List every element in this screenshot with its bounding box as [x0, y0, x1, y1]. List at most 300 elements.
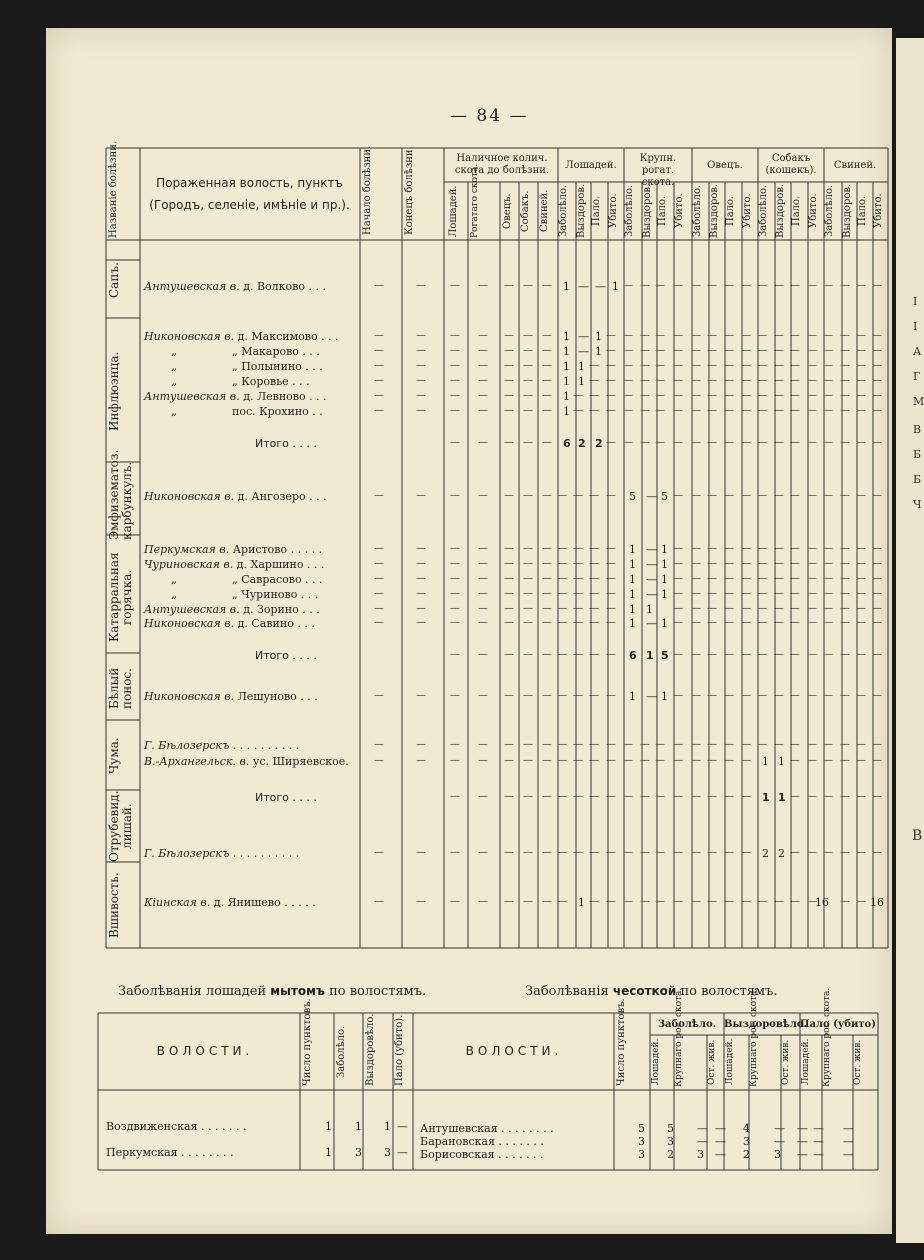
bl-recovered: 3: [384, 1146, 391, 1159]
value-dash: —: [623, 847, 633, 858]
value-dash: —: [589, 690, 599, 701]
value-cell: 6: [563, 437, 571, 450]
value-dash: —: [790, 791, 800, 802]
value-dash: —: [757, 573, 767, 584]
stock-dash: —: [504, 543, 514, 554]
value-dash: —: [557, 617, 567, 628]
value-dash: —: [673, 690, 683, 701]
bl-died: —: [397, 1146, 408, 1159]
value-dash: —: [790, 375, 800, 386]
value-cell: —: [578, 330, 589, 343]
stock-dash: —: [504, 791, 514, 802]
value-dash: —: [724, 896, 734, 907]
value-dash: —: [741, 791, 751, 802]
value-dash: —: [790, 345, 800, 356]
animal-subheader: Пало.: [857, 195, 868, 227]
value-dash: —: [774, 330, 784, 341]
br-value: 3: [667, 1135, 674, 1148]
br-volost-dots: . . . . . . . .: [497, 1122, 554, 1135]
value-dash: —: [655, 330, 665, 341]
value-dash: —: [872, 690, 882, 701]
date-dash: —: [416, 543, 426, 554]
date-dash: —: [374, 739, 384, 750]
location-suffix: в.: [226, 603, 240, 616]
location-suffix: в.: [226, 280, 240, 293]
stock-dash: —: [542, 649, 552, 660]
value-dash: —: [757, 437, 767, 448]
date-dash: —: [374, 375, 384, 386]
value-dash: —: [573, 490, 583, 501]
bl-volost-name: [106, 1146, 234, 1160]
value-dash: —: [774, 280, 784, 291]
value-dash: —: [655, 791, 665, 802]
stock-dash: —: [478, 330, 488, 341]
value-dash: —: [589, 558, 599, 569]
value-cell: 5: [661, 490, 668, 503]
stock-dash: —: [478, 280, 488, 291]
value-dash: —: [724, 739, 734, 750]
value-dash: —: [557, 543, 567, 554]
br-value: 3: [697, 1148, 704, 1161]
value-dash: —: [707, 405, 717, 416]
edge-glyph: Б: [913, 448, 922, 461]
stock-dash: —: [450, 690, 460, 701]
location-dots: . . .: [303, 558, 325, 571]
bottom-left-title-a: Заболѣванія лошадей: [118, 984, 267, 999]
value-dash: —: [774, 405, 784, 416]
stock-dash: —: [504, 649, 514, 660]
br-subheader: Лошадей.: [725, 1038, 735, 1086]
br-value: 3: [774, 1148, 781, 1161]
value-dash: —: [840, 573, 850, 584]
location-place: д. Левново: [239, 390, 306, 403]
value-dash: —: [741, 558, 751, 569]
value-dash: —: [557, 847, 567, 858]
value-cell: 1: [778, 755, 785, 768]
stock-dash: —: [450, 617, 460, 628]
value-dash: —: [640, 847, 650, 858]
value-dash: —: [741, 739, 751, 750]
value-dash: —: [606, 739, 616, 750]
value-dash: —: [823, 588, 833, 599]
stock-dash: —: [523, 603, 533, 614]
value-dash: —: [606, 330, 616, 341]
value-dash: —: [691, 490, 701, 501]
value-dash: —: [606, 573, 616, 584]
value-dash: —: [557, 690, 567, 701]
stock-dash: —: [478, 739, 488, 750]
value-dash: —: [673, 405, 683, 416]
value-dash: —: [724, 543, 734, 554]
location-volost: „: [171, 345, 177, 358]
stock-dash: —: [478, 543, 488, 554]
bottom-right-title-b: чесоткой: [612, 984, 677, 998]
value-dash: —: [807, 280, 817, 291]
stock-dash: —: [523, 573, 533, 584]
stock-dash: —: [504, 490, 514, 501]
value-dash: —: [640, 437, 650, 448]
value-dash: —: [655, 280, 665, 291]
value-dash: —: [573, 791, 583, 802]
value-dash: —: [856, 573, 866, 584]
value-dash: —: [606, 345, 616, 356]
bl-volost-name: [106, 1120, 246, 1134]
value-cell: 1: [778, 791, 786, 804]
bl-header-sick: [336, 1018, 362, 1086]
stock-dash: —: [523, 558, 533, 569]
stock-dash: —: [504, 558, 514, 569]
br-subheader: Ост. жив.: [707, 1039, 717, 1085]
stock-dash: —: [523, 330, 533, 341]
value-dash: —: [856, 390, 866, 401]
stock-dash: —: [450, 603, 460, 614]
stock-dash: —: [504, 588, 514, 599]
value-cell: 1: [661, 558, 668, 571]
value-dash: —: [823, 603, 833, 614]
value-dash: —: [872, 755, 882, 766]
stock-dash: —: [542, 330, 552, 341]
value-dash: —: [623, 755, 633, 766]
stock-dash: —: [523, 345, 533, 356]
stock-dash: —: [504, 690, 514, 701]
value-dash: —: [856, 755, 866, 766]
stock-dash: —: [450, 375, 460, 386]
header-stock-sheep-text: Овецъ.: [502, 193, 513, 229]
value-dash: —: [807, 437, 817, 448]
value-dash: —: [573, 405, 583, 416]
value-dash: —: [856, 405, 866, 416]
date-dash: —: [416, 375, 426, 386]
value-dash: —: [606, 791, 616, 802]
value-dash: —: [623, 330, 633, 341]
br-header-group-sick-text: Заболѣло.: [657, 1019, 717, 1030]
value-dash: —: [724, 390, 734, 401]
value-dash: —: [872, 280, 882, 291]
stock-dash: —: [542, 543, 552, 554]
stock-dash: —: [542, 588, 552, 599]
stock-dash: —: [523, 360, 533, 371]
date-dash: —: [374, 617, 384, 628]
date-dash: —: [374, 405, 384, 416]
value-dash: —: [790, 390, 800, 401]
value-dash: —: [823, 280, 833, 291]
value-cell: 1: [646, 603, 653, 616]
value-dash: —: [823, 649, 833, 660]
stock-dash: —: [542, 490, 552, 501]
value-dash: —: [655, 390, 665, 401]
location-dots: . . . . .: [280, 896, 316, 909]
value-dash: —: [724, 617, 734, 628]
value-dash: —: [856, 603, 866, 614]
stock-dash: —: [542, 755, 552, 766]
stock-dash: —: [542, 437, 552, 448]
location-volost: Никоновская: [144, 617, 221, 630]
location-volost: Кіинская: [144, 896, 197, 909]
value-dash: —: [724, 649, 734, 660]
value-cell: 1: [563, 375, 570, 388]
page-number: — 84 —: [450, 106, 529, 126]
stock-dash: —: [478, 390, 488, 401]
value-dash: —: [707, 649, 717, 660]
value-dash: —: [757, 739, 767, 750]
location-volost: Никоновская: [144, 330, 221, 343]
value-dash: —: [757, 543, 767, 554]
stock-dash: —: [450, 280, 460, 291]
value-cell: 1: [578, 360, 585, 373]
location-place: Лешуново: [234, 690, 297, 703]
value-cell: 1: [629, 690, 636, 703]
location-volost: „: [171, 375, 177, 388]
stock-dash: —: [478, 375, 488, 386]
date-dash: —: [416, 405, 426, 416]
itogo-dots: . . . .: [288, 649, 317, 662]
value-dash: —: [790, 847, 800, 858]
value-dash: —: [840, 603, 850, 614]
date-dash: —: [416, 847, 426, 858]
stock-dash: —: [478, 360, 488, 371]
value-dash: —: [840, 791, 850, 802]
value-cell: —: [646, 558, 657, 571]
value-dash: —: [840, 345, 850, 356]
br-value: —: [797, 1122, 808, 1135]
value-dash: —: [872, 490, 882, 501]
value-dash: —: [741, 573, 751, 584]
location-dots: . . .: [297, 588, 319, 601]
value-dash: —: [856, 490, 866, 501]
stock-dash: —: [504, 405, 514, 416]
br-header-group-died: [800, 1019, 876, 1031]
value-dash: —: [774, 649, 784, 660]
value-dash: —: [823, 739, 833, 750]
value-dash: —: [741, 617, 751, 628]
stock-dash: —: [450, 896, 460, 907]
value-dash: —: [790, 603, 800, 614]
value-dash: —: [823, 345, 833, 356]
location-place: д. Харшино: [233, 558, 304, 571]
value-cell: 1: [629, 543, 636, 556]
value-dash: —: [606, 360, 616, 371]
date-dash: —: [416, 330, 426, 341]
br-volost-text: Барановская: [420, 1135, 495, 1148]
value-dash: —: [823, 543, 833, 554]
value-dash: —: [823, 405, 833, 416]
value-cell: —: [646, 490, 657, 503]
value-dash: —: [872, 390, 882, 401]
br-value: —: [813, 1122, 824, 1135]
date-dash: —: [416, 755, 426, 766]
value-dash: —: [606, 603, 616, 614]
value-dash: —: [606, 847, 616, 858]
value-dash: —: [774, 360, 784, 371]
header-group-stock-text: Наличное колич. скота до болѣзни.: [454, 153, 550, 176]
value-dash: —: [840, 375, 850, 386]
location-volost: „: [171, 588, 177, 601]
value-cell: 2: [778, 847, 785, 860]
value-dash: —: [724, 791, 734, 802]
value-cell: 5: [629, 490, 636, 503]
value-dash: —: [774, 617, 784, 628]
value-dash: —: [589, 490, 599, 501]
value-dash: —: [724, 360, 734, 371]
value-dash: —: [807, 375, 817, 386]
value-dash: —: [823, 490, 833, 501]
value-dash: —: [823, 558, 833, 569]
itogo-text: Итого: [255, 649, 289, 662]
animal-subheader: Пало.: [791, 195, 802, 227]
stock-dash: —: [523, 617, 533, 628]
value-dash: —: [823, 330, 833, 341]
stock-dash: —: [523, 390, 533, 401]
date-dash: —: [416, 603, 426, 614]
value-dash: —: [840, 405, 850, 416]
bl-sick: 1: [355, 1120, 362, 1133]
value-dash: —: [741, 375, 751, 386]
bl-header-recovered: [365, 1013, 393, 1086]
value-dash: —: [856, 558, 866, 569]
bl-punkts: 1: [325, 1146, 332, 1159]
value-dash: —: [807, 345, 817, 356]
stock-dash: —: [504, 360, 514, 371]
br-volost-text: Борисовская: [420, 1148, 495, 1161]
value-dash: —: [807, 739, 817, 750]
location-dots: . . . . . . . . . .: [229, 847, 300, 860]
value-dash: —: [823, 847, 833, 858]
value-dash: —: [573, 755, 583, 766]
value-cell: —: [578, 280, 589, 293]
stock-dash: —: [478, 690, 488, 701]
value-dash: —: [872, 649, 882, 660]
value-dash: —: [606, 490, 616, 501]
value-dash: —: [872, 345, 882, 356]
value-dash: —: [741, 755, 751, 766]
location-volost: Г. Бѣлозерскъ: [144, 847, 230, 860]
br-subheader: Ост. жив.: [781, 1039, 791, 1085]
value-dash: —: [840, 847, 850, 858]
stock-dash: —: [523, 690, 533, 701]
value-dash: —: [757, 390, 767, 401]
value-dash: —: [807, 649, 817, 660]
value-dash: —: [589, 603, 599, 614]
date-dash: —: [416, 345, 426, 356]
stock-dash: —: [478, 588, 488, 599]
value-dash: —: [823, 617, 833, 628]
value-dash: —: [741, 345, 751, 356]
location-volost: „: [171, 360, 177, 373]
stock-dash: —: [523, 791, 533, 802]
value-dash: —: [707, 390, 717, 401]
value-dash: —: [856, 280, 866, 291]
value-dash: —: [673, 847, 683, 858]
location-suffix: в.: [220, 490, 235, 503]
value-dash: —: [673, 573, 683, 584]
date-dash: —: [374, 847, 384, 858]
header-group-horses-text: Лошадей.: [565, 160, 617, 171]
value-dash: —: [573, 690, 583, 701]
animal-subheader: Заболѣло.: [824, 184, 835, 238]
br-value: 3: [638, 1148, 645, 1161]
value-dash: —: [757, 280, 767, 291]
itogo-dots: . . . .: [288, 791, 317, 804]
stock-dash: —: [450, 739, 460, 750]
value-cell: 1: [563, 390, 570, 403]
value-dash: —: [606, 558, 616, 569]
value-dash: —: [691, 437, 701, 448]
value-dash: —: [790, 690, 800, 701]
value-dash: —: [557, 490, 567, 501]
value-dash: —: [589, 649, 599, 660]
edge-glyph: В: [913, 423, 922, 436]
location-suffix: в.: [220, 690, 235, 703]
stock-dash: —: [478, 791, 488, 802]
stock-dash: —: [450, 649, 460, 660]
value-dash: —: [707, 896, 717, 907]
value-cell: 1: [578, 375, 585, 388]
value-dash: —: [691, 649, 701, 660]
date-dash: —: [416, 490, 426, 501]
location-place: д. Савино: [234, 617, 294, 630]
value-dash: —: [640, 280, 650, 291]
value-dash: —: [790, 588, 800, 599]
value-dash: —: [573, 649, 583, 660]
edge-glyph: I: [913, 295, 918, 308]
value-dash: —: [856, 617, 866, 628]
stock-dash: —: [504, 739, 514, 750]
stock-dash: —: [523, 375, 533, 386]
location-suffix: в.: [220, 617, 235, 630]
br-header-volosti-text: ВОЛОСТИ.: [465, 1044, 563, 1058]
value-dash: —: [724, 588, 734, 599]
br-header-group-recovered: [724, 1019, 808, 1031]
header-group-sheep-text: Овецъ.: [707, 160, 743, 171]
stock-dash: —: [523, 543, 533, 554]
value-dash: —: [741, 330, 751, 341]
stock-dash: —: [504, 603, 514, 614]
br-value: —: [797, 1135, 808, 1148]
value-dash: —: [757, 690, 767, 701]
value-dash: —: [557, 573, 567, 584]
location-place: „ Полынино: [232, 360, 302, 373]
value-cell: —: [646, 690, 657, 703]
stock-dash: —: [542, 280, 552, 291]
location-dots: . . .: [301, 360, 323, 373]
value-dash: —: [840, 490, 850, 501]
stock-dash: —: [478, 558, 488, 569]
value-dash: —: [707, 690, 717, 701]
value-dash: —: [790, 543, 800, 554]
stock-dash: —: [504, 345, 514, 356]
br-subheader: Крупнаго рог. скота.: [674, 987, 684, 1087]
stock-dash: —: [542, 739, 552, 750]
br-value: —: [813, 1135, 824, 1148]
value-dash: —: [606, 649, 616, 660]
stock-dash: —: [450, 755, 460, 766]
value-dash: —: [823, 390, 833, 401]
value-cell: 1: [563, 345, 570, 358]
date-dash: —: [416, 360, 426, 371]
location-volost: „: [171, 573, 177, 586]
value-dash: —: [823, 375, 833, 386]
value-dash: —: [807, 390, 817, 401]
value-dash: —: [707, 739, 717, 750]
value-dash: —: [823, 791, 833, 802]
location-suffix: в.: [196, 896, 211, 909]
value-dash: —: [856, 649, 866, 660]
value-dash: —: [589, 847, 599, 858]
value-cell: 1: [629, 588, 636, 601]
location-dots: . . .: [298, 345, 320, 358]
value-dash: —: [589, 360, 599, 371]
br-header-punkts-text: Число пунктовъ.: [616, 998, 627, 1086]
